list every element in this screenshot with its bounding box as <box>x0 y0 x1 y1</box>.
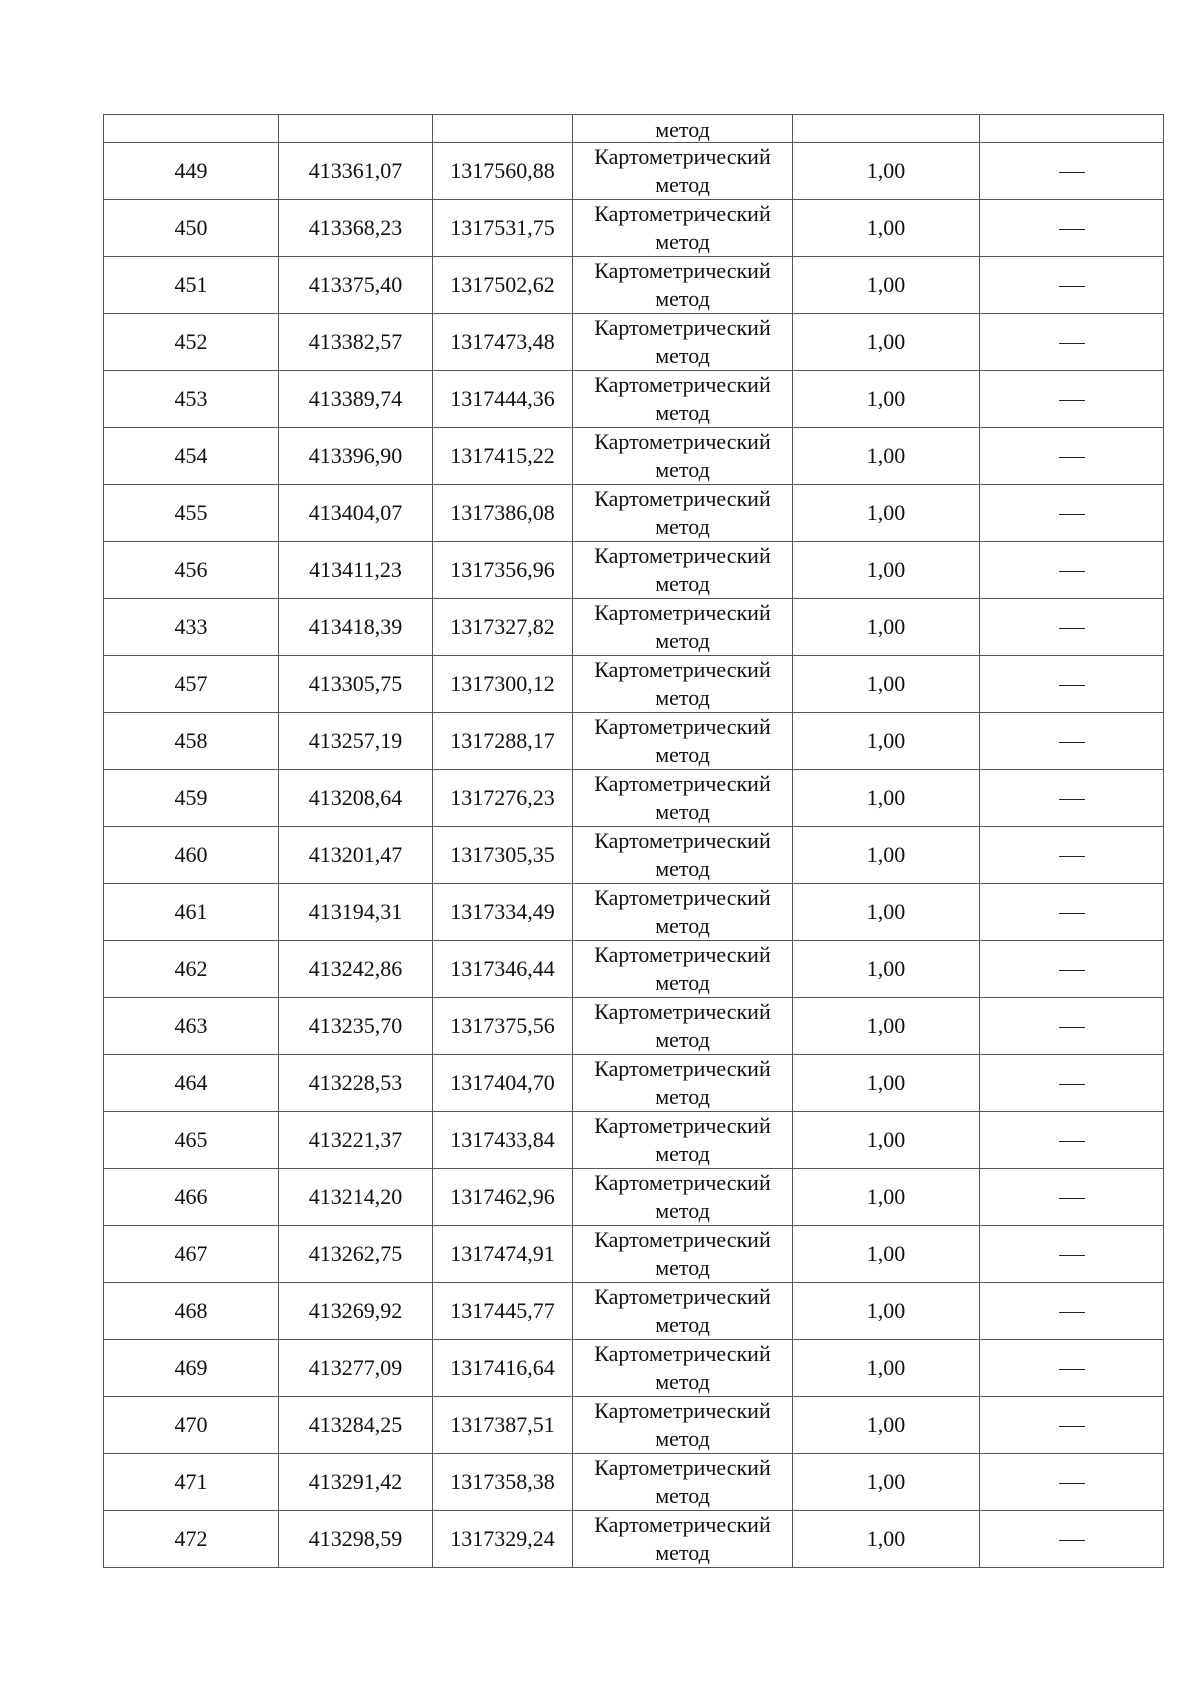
accuracy-cell: 1,00 <box>793 998 980 1055</box>
dash-icon <box>1059 1198 1085 1199</box>
x-coordinate-cell: 413291,42 <box>279 1454 433 1511</box>
y-coordinate-cell: 1317560,88 <box>433 143 573 200</box>
y-coordinate-cell: 1317474,91 <box>433 1226 573 1283</box>
point-number-cell: 455 <box>104 485 279 542</box>
point-number-cell: 458 <box>104 713 279 770</box>
method-cell <box>573 1055 793 1112</box>
note-cell <box>980 998 1164 1055</box>
method-line: метод <box>655 229 710 254</box>
cont-cell-num <box>104 115 279 143</box>
method-cell <box>573 485 793 542</box>
x-coordinate-cell: 413368,23 <box>279 200 433 257</box>
method-line: метод <box>655 1084 710 1109</box>
accuracy-cell: 1,00 <box>793 1283 980 1340</box>
accuracy-cell: 1,00 <box>793 200 980 257</box>
method-line: Картометрический <box>594 486 771 511</box>
method-line: Картометрический <box>594 942 771 967</box>
method-line: Картометрический <box>594 1512 771 1537</box>
method-line: метод <box>655 685 710 710</box>
method-line: метод <box>655 1312 710 1337</box>
method-line: метод <box>655 1141 710 1166</box>
accuracy-cell: 1,00 <box>793 1397 980 1454</box>
x-coordinate-cell: 413214,20 <box>279 1169 433 1226</box>
dash-icon <box>1059 286 1085 287</box>
note-cell <box>980 371 1164 428</box>
accuracy-cell: 1,00 <box>793 1511 980 1568</box>
x-coordinate-cell: 413242,86 <box>279 941 433 998</box>
note-cell <box>980 428 1164 485</box>
method-line: метод <box>655 742 710 767</box>
note-cell <box>980 1340 1164 1397</box>
dash-icon <box>1059 856 1085 857</box>
x-coordinate-cell: 413375,40 <box>279 257 433 314</box>
method-cell <box>573 827 793 884</box>
point-number-cell: 451 <box>104 257 279 314</box>
accuracy-cell: 1,00 <box>793 485 980 542</box>
x-coordinate-cell: 413404,07 <box>279 485 433 542</box>
x-coordinate-cell: 413235,70 <box>279 998 433 1055</box>
point-number-cell: 465 <box>104 1112 279 1169</box>
table-row <box>104 257 1164 314</box>
dash-icon <box>1059 685 1085 686</box>
y-coordinate-cell: 1317473,48 <box>433 314 573 371</box>
method-line: Картометрический <box>594 543 771 568</box>
accuracy-cell: 1,00 <box>793 1055 980 1112</box>
x-coordinate-cell: 413305,75 <box>279 656 433 713</box>
point-number-cell: 469 <box>104 1340 279 1397</box>
point-number-cell: 449 <box>104 143 279 200</box>
method-cell <box>573 314 793 371</box>
y-coordinate-cell: 1317386,08 <box>433 485 573 542</box>
method-cell <box>573 542 793 599</box>
note-cell <box>980 1055 1164 1112</box>
dash-icon <box>1059 514 1085 515</box>
point-number-cell: 468 <box>104 1283 279 1340</box>
dash-icon <box>1059 1426 1085 1427</box>
y-coordinate-cell: 1317327,82 <box>433 599 573 656</box>
method-cell <box>573 884 793 941</box>
method-line: Картометрический <box>594 999 771 1024</box>
method-line: метод <box>655 343 710 368</box>
accuracy-cell: 1,00 <box>793 770 980 827</box>
method-line: Картометрический <box>594 144 771 169</box>
method-line: Картометрический <box>594 201 771 226</box>
method-line: Картометрический <box>594 1398 771 1423</box>
method-line: Картометрический <box>594 771 771 796</box>
method-line: метод <box>655 1426 710 1451</box>
accuracy-cell: 1,00 <box>793 713 980 770</box>
table-row <box>104 1055 1164 1112</box>
point-number-cell: 472 <box>104 1511 279 1568</box>
x-coordinate-cell: 413418,39 <box>279 599 433 656</box>
method-line: Картометрический <box>594 600 771 625</box>
x-coordinate-cell: 413262,75 <box>279 1226 433 1283</box>
point-number-cell: 456 <box>104 542 279 599</box>
y-coordinate-cell: 1317300,12 <box>433 656 573 713</box>
table-row <box>104 371 1164 428</box>
note-cell <box>980 1283 1164 1340</box>
method-line: метод <box>655 286 710 311</box>
point-number-cell: 466 <box>104 1169 279 1226</box>
note-cell <box>980 1454 1164 1511</box>
note-cell <box>980 713 1164 770</box>
method-line: Картометрический <box>594 714 771 739</box>
accuracy-cell: 1,00 <box>793 428 980 485</box>
y-coordinate-cell: 1317445,77 <box>433 1283 573 1340</box>
note-cell <box>980 200 1164 257</box>
y-coordinate-cell: 1317462,96 <box>433 1169 573 1226</box>
accuracy-cell: 1,00 <box>793 941 980 998</box>
table-row <box>104 542 1164 599</box>
dash-icon <box>1059 913 1085 914</box>
method-line: Картометрический <box>594 372 771 397</box>
method-line: Картометрический <box>594 258 771 283</box>
x-coordinate-cell: 413257,19 <box>279 713 433 770</box>
method-cell <box>573 1283 793 1340</box>
note-cell <box>980 143 1164 200</box>
point-number-cell: 452 <box>104 314 279 371</box>
x-coordinate-cell: 413201,47 <box>279 827 433 884</box>
method-line: Картометрический <box>594 1170 771 1195</box>
point-number-cell: 462 <box>104 941 279 998</box>
x-coordinate-cell: 413277,09 <box>279 1340 433 1397</box>
method-line: Картометрический <box>594 315 771 340</box>
table-row <box>104 485 1164 542</box>
method-cell <box>573 1397 793 1454</box>
method-line: Картометрический <box>594 1113 771 1138</box>
y-coordinate-cell: 1317404,70 <box>433 1055 573 1112</box>
accuracy-cell: 1,00 <box>793 599 980 656</box>
table-row <box>104 314 1164 371</box>
point-number-cell: 454 <box>104 428 279 485</box>
note-cell <box>980 884 1164 941</box>
method-line: метод <box>655 1369 710 1394</box>
dash-icon <box>1059 970 1085 971</box>
note-cell <box>980 1112 1164 1169</box>
table-row <box>104 884 1164 941</box>
dash-icon <box>1059 1255 1085 1256</box>
note-cell <box>980 770 1164 827</box>
method-line: метод <box>655 970 710 995</box>
accuracy-cell: 1,00 <box>793 884 980 941</box>
method-line: метод <box>655 514 710 539</box>
accuracy-cell: 1,00 <box>793 656 980 713</box>
x-coordinate-cell: 413298,59 <box>279 1511 433 1568</box>
accuracy-cell: 1,00 <box>793 257 980 314</box>
point-number-cell: 471 <box>104 1454 279 1511</box>
cont-cell-x <box>279 115 433 143</box>
x-coordinate-cell: 413389,74 <box>279 371 433 428</box>
x-coordinate-cell: 413269,92 <box>279 1283 433 1340</box>
table-row <box>104 1112 1164 1169</box>
table-row <box>104 428 1164 485</box>
table-row <box>104 200 1164 257</box>
note-cell <box>980 542 1164 599</box>
point-number-cell: 453 <box>104 371 279 428</box>
x-coordinate-cell: 413411,23 <box>279 542 433 599</box>
y-coordinate-cell: 1317346,44 <box>433 941 573 998</box>
x-coordinate-cell: 413221,37 <box>279 1112 433 1169</box>
method-line: Картометрический <box>594 1227 771 1252</box>
method-line: Картометрический <box>594 1284 771 1309</box>
dash-icon <box>1059 343 1085 344</box>
method-line: метод <box>655 457 710 482</box>
y-coordinate-cell: 1317334,49 <box>433 884 573 941</box>
method-line: Картометрический <box>594 1056 771 1081</box>
note-cell <box>980 1511 1164 1568</box>
method-line: метод <box>655 571 710 596</box>
point-number-cell: 461 <box>104 884 279 941</box>
method-cell <box>573 656 793 713</box>
method-cell <box>573 1340 793 1397</box>
note-cell <box>980 257 1164 314</box>
continuation-row <box>104 115 1164 143</box>
table-row <box>104 1283 1164 1340</box>
table-row <box>104 1454 1164 1511</box>
y-coordinate-cell: 1317276,23 <box>433 770 573 827</box>
point-number-cell: 470 <box>104 1397 279 1454</box>
method-line: Картометрический <box>594 1341 771 1366</box>
accuracy-cell: 1,00 <box>793 1112 980 1169</box>
method-cell <box>573 713 793 770</box>
table-row <box>104 1397 1164 1454</box>
y-coordinate-cell: 1317444,36 <box>433 371 573 428</box>
y-coordinate-cell: 1317433,84 <box>433 1112 573 1169</box>
method-cell <box>573 143 793 200</box>
method-line: метод <box>655 1198 710 1223</box>
table-row <box>104 941 1164 998</box>
dash-icon <box>1059 457 1085 458</box>
dash-icon <box>1059 571 1085 572</box>
method-cell <box>573 599 793 656</box>
x-coordinate-cell: 413228,53 <box>279 1055 433 1112</box>
table-row <box>104 1511 1164 1568</box>
note-cell <box>980 827 1164 884</box>
table-row <box>104 599 1164 656</box>
method-line: метод <box>655 856 710 881</box>
cont-cell-method: метод <box>573 115 793 143</box>
y-coordinate-cell: 1317356,96 <box>433 542 573 599</box>
method-cell <box>573 257 793 314</box>
note-cell <box>980 314 1164 371</box>
dash-icon <box>1059 229 1085 230</box>
document-page <box>103 114 1163 1568</box>
dash-icon <box>1059 1369 1085 1370</box>
y-coordinate-cell: 1317387,51 <box>433 1397 573 1454</box>
dash-icon <box>1059 799 1085 800</box>
accuracy-cell: 1,00 <box>793 827 980 884</box>
y-coordinate-cell: 1317375,56 <box>433 998 573 1055</box>
method-line: Картометрический <box>594 657 771 682</box>
dash-icon <box>1059 1483 1085 1484</box>
y-coordinate-cell: 1317502,62 <box>433 257 573 314</box>
point-number-cell: 463 <box>104 998 279 1055</box>
x-coordinate-cell: 413284,25 <box>279 1397 433 1454</box>
y-coordinate-cell: 1317358,38 <box>433 1454 573 1511</box>
note-cell <box>980 1397 1164 1454</box>
method-cell <box>573 1226 793 1283</box>
cont-cell-note <box>980 115 1164 143</box>
method-cell <box>573 200 793 257</box>
method-line: метод <box>655 913 710 938</box>
method-cell <box>573 1169 793 1226</box>
dash-icon <box>1059 742 1085 743</box>
method-line: метод <box>655 799 710 824</box>
method-cell <box>573 1112 793 1169</box>
method-line: Картометрический <box>594 828 771 853</box>
method-line: Картометрический <box>594 885 771 910</box>
point-number-cell: 450 <box>104 200 279 257</box>
method-line: метод <box>655 1255 710 1280</box>
method-line: метод <box>655 400 710 425</box>
note-cell <box>980 656 1164 713</box>
accuracy-cell: 1,00 <box>793 143 980 200</box>
accuracy-cell: 1,00 <box>793 371 980 428</box>
method-cell <box>573 998 793 1055</box>
method-cell <box>573 1454 793 1511</box>
accuracy-cell: 1,00 <box>793 314 980 371</box>
accuracy-cell: 1,00 <box>793 1454 980 1511</box>
method-line: метод <box>655 1483 710 1508</box>
point-number-cell: 467 <box>104 1226 279 1283</box>
accuracy-cell: 1,00 <box>793 1169 980 1226</box>
x-coordinate-cell: 413194,31 <box>279 884 433 941</box>
method-line: метод <box>655 1027 710 1052</box>
point-number-cell: 459 <box>104 770 279 827</box>
table-row <box>104 1340 1164 1397</box>
accuracy-cell: 1,00 <box>793 1226 980 1283</box>
x-coordinate-cell: 413208,64 <box>279 770 433 827</box>
y-coordinate-cell: 1317416,64 <box>433 1340 573 1397</box>
note-cell <box>980 941 1164 998</box>
dash-icon <box>1059 1141 1085 1142</box>
table-row <box>104 770 1164 827</box>
dash-icon <box>1059 172 1085 173</box>
dash-icon <box>1059 628 1085 629</box>
accuracy-cell: 1,00 <box>793 1340 980 1397</box>
x-coordinate-cell: 413396,90 <box>279 428 433 485</box>
point-number-cell: 460 <box>104 827 279 884</box>
method-cell <box>573 371 793 428</box>
y-coordinate-cell: 1317531,75 <box>433 200 573 257</box>
method-line: метод <box>655 1540 710 1565</box>
y-coordinate-cell: 1317415,22 <box>433 428 573 485</box>
method-cell <box>573 770 793 827</box>
x-coordinate-cell: 413382,57 <box>279 314 433 371</box>
method-line: метод <box>655 172 710 197</box>
table-row <box>104 713 1164 770</box>
table-row <box>104 998 1164 1055</box>
table-row <box>104 1226 1164 1283</box>
point-number-cell: 433 <box>104 599 279 656</box>
method-cell <box>573 941 793 998</box>
method-cell <box>573 1511 793 1568</box>
accuracy-cell: 1,00 <box>793 542 980 599</box>
table-row <box>104 143 1164 200</box>
dash-icon <box>1059 1540 1085 1541</box>
coordinates-table-body <box>104 115 1164 1568</box>
method-line: Картометрический <box>594 1455 771 1480</box>
coordinates-table <box>103 114 1164 1568</box>
x-coordinate-cell: 413361,07 <box>279 143 433 200</box>
dash-icon <box>1059 1084 1085 1085</box>
note-cell <box>980 485 1164 542</box>
cont-cell-y <box>433 115 573 143</box>
table-row <box>104 827 1164 884</box>
method-line: метод <box>655 628 710 653</box>
method-cell <box>573 428 793 485</box>
y-coordinate-cell: 1317329,24 <box>433 1511 573 1568</box>
table-row <box>104 1169 1164 1226</box>
y-coordinate-cell: 1317305,35 <box>433 827 573 884</box>
dash-icon <box>1059 1027 1085 1028</box>
point-number-cell: 457 <box>104 656 279 713</box>
point-number-cell: 464 <box>104 1055 279 1112</box>
note-cell <box>980 1226 1164 1283</box>
cont-cell-accuracy <box>793 115 980 143</box>
note-cell <box>980 599 1164 656</box>
table-row <box>104 656 1164 713</box>
dash-icon <box>1059 1312 1085 1313</box>
method-line: Картометрический <box>594 429 771 454</box>
dash-icon <box>1059 400 1085 401</box>
y-coordinate-cell: 1317288,17 <box>433 713 573 770</box>
note-cell <box>980 1169 1164 1226</box>
